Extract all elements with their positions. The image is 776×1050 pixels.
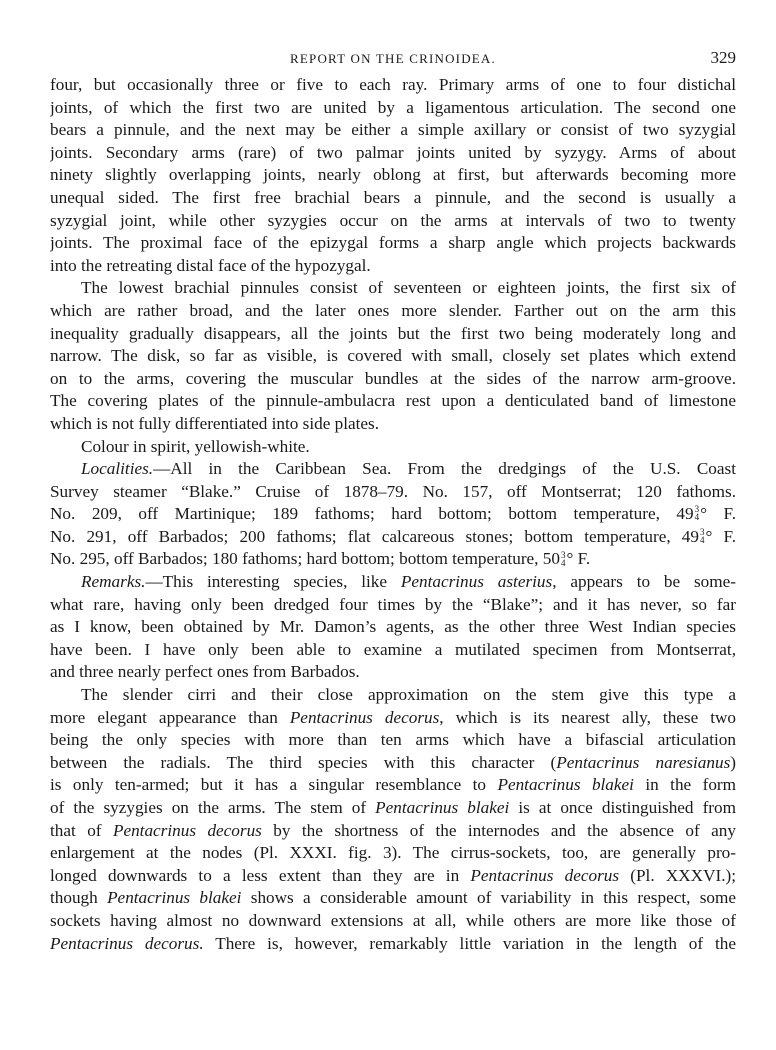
species-name: Pentacrinus blakei bbox=[375, 798, 510, 817]
page-number: 329 bbox=[710, 48, 736, 67]
text-line: is only ten-armed; but it has a singular resemblance to Pentacrinus blakei in the form bbox=[50, 775, 736, 795]
text-line: as I know, been obtained by Mr. Damon’s agents, as the other three West Indian species bbox=[50, 617, 736, 637]
text-line: joints, of which the first two are united by a ligamentous articulation. The second one bbox=[50, 97, 736, 117]
text-line: The covering plates of the pinnule-ambulacra rest upon a denticulated band of limestone bbox=[50, 391, 736, 411]
text-line: into the retreating distal face of the hypozygal. bbox=[50, 255, 371, 275]
text-line: inequality gradually disappears, all the joints but the first two being moderately long and bbox=[50, 323, 736, 343]
text-line: four, but occasionally three or five to each ray. Primary arms of one to four distichal bbox=[50, 75, 736, 94]
species-name: Pentacrinus decorus bbox=[289, 707, 440, 727]
text-line: Localities.—All in the Caribbean Sea. From the dredgings of the U.S. Coast bbox=[81, 459, 736, 479]
text-line: ninety slightly overlapping joints, nearly oblong at first, but afterwards becoming more bbox=[50, 165, 736, 185]
text-line: The slender cirri and their close approximation on the stem give this type a bbox=[81, 685, 736, 705]
species-name: Pentacrinus decorus bbox=[470, 865, 620, 885]
text-line: unequal sided. The first free brachial bears a pinnule, and the second is usually a bbox=[50, 187, 736, 207]
text-line: The lowest brachial pinnules consist of seventeen or eighteen joints, the first six of bbox=[81, 278, 736, 298]
text-line: syzygial joint, while other syzygies occur on the arms at intervals of two to twenty bbox=[50, 210, 736, 230]
fraction: 3 4 bbox=[699, 526, 705, 545]
body-text bbox=[50, 74, 736, 955]
text-line: and three nearly perfect ones from Barbados. bbox=[50, 662, 360, 682]
species-name: Pentacrinus decorus. bbox=[50, 933, 204, 953]
text-line: which are rather broad, and the later ones more slender. Farther out on the arm this bbox=[50, 300, 736, 320]
running-title: REPORT ON THE CRINOIDEA. bbox=[290, 51, 496, 66]
section-lead: Remarks. bbox=[81, 572, 146, 592]
text-line: which is not fully differentiated into side plates. bbox=[50, 413, 380, 433]
text-line: Pentacrinus decorus. There is, however, remarkably little variation in the length of the bbox=[50, 933, 736, 953]
running-header bbox=[50, 48, 736, 70]
text-line: more elegant appearance than Pentacrinus decorus, which is its nearest ally, these two bbox=[50, 707, 736, 727]
species-name: Pentacrinus naresianus bbox=[556, 752, 731, 772]
species-name: Pentacrinus blakei bbox=[107, 888, 242, 908]
section-lead: Localities. bbox=[81, 459, 154, 479]
text-line: what rare, having only been dredged four times by the “Blake”; and it has never, so far bbox=[50, 594, 736, 614]
text-line: No. 291, off Barbados; 200 fathoms; flat calcareous stones; bottom temperature, 49 3 4 ° F. bbox=[50, 526, 736, 546]
text-line: joints. The proximal face of the epizygal forms a sharp angle which projects backwards bbox=[50, 233, 736, 253]
text-line: bears a pinnule, and the next may be either a simple axillary or consist of two syzygial bbox=[50, 120, 736, 140]
text-line: sockets having almost no downward extensions at all, while others are more like those of bbox=[50, 910, 736, 930]
text-line: have been. I have only been able to examine a mutilated specimen from Montserrat, bbox=[50, 639, 736, 659]
text-line: that of Pentacrinus decorus by the shortness of the internodes and the absence of any bbox=[50, 820, 736, 840]
text-line: No. 295, off Barbados; 180 fathoms; hard bottom; bottom temperature, 50 3 4 ° F. bbox=[50, 549, 591, 569]
text-line: of the syzygies on the arms. The stem of Pentacrinus blakei is at once distinguished from bbox=[50, 798, 736, 817]
species-name: Pentacrinus decorus bbox=[112, 820, 262, 840]
text-line: longed downwards to a less extent than they are in Pentacrinus decorus (Pl. XXXVI.); bbox=[50, 865, 736, 885]
text-line: on to the arms, covering the muscular bundles at the sides of the narrow arm-groove. bbox=[50, 368, 736, 388]
text-line: joints. Secondary arms (rare) of two palmar joints united by syzygy. Arms of about bbox=[50, 142, 736, 162]
text-line: No. 209, off Martinique; 189 fathoms; hard bottom; bottom temperature, 49 3 4 ° F. bbox=[50, 504, 736, 524]
text-line: Survey steamer “Blake.” Cruise of 1878–79. No. 157, off Montserrat; 120 fathoms. bbox=[50, 481, 736, 501]
species-name: Pentacrinus asterius bbox=[400, 572, 553, 592]
text-line: narrow. The disk, so far as visible, is covered with small, closely set plates which extend bbox=[50, 346, 736, 366]
text-line: Colour in spirit, yellowish-white. bbox=[81, 436, 310, 456]
text-line: between the radials. The third species with this character (Pentacrinus naresianus) bbox=[50, 752, 736, 772]
text-line: enlargement at the nodes (Pl. XXXI. fig. 3). The cirrus-sockets, too, are generally pro- bbox=[50, 843, 736, 863]
fraction: 3 4 bbox=[560, 549, 566, 568]
fraction: 3 4 bbox=[694, 504, 700, 523]
species-name: Pentacrinus blakei bbox=[497, 775, 634, 795]
text-line: being the only species with more than ten arms which have a bifascial articulation bbox=[50, 730, 736, 750]
text-line: Remarks.—This interesting species, like Pentacrinus asterius, appears to be some- bbox=[81, 572, 736, 592]
text-line: though Pentacrinus blakei shows a considerable amount of variability in this respect, some bbox=[50, 888, 736, 908]
